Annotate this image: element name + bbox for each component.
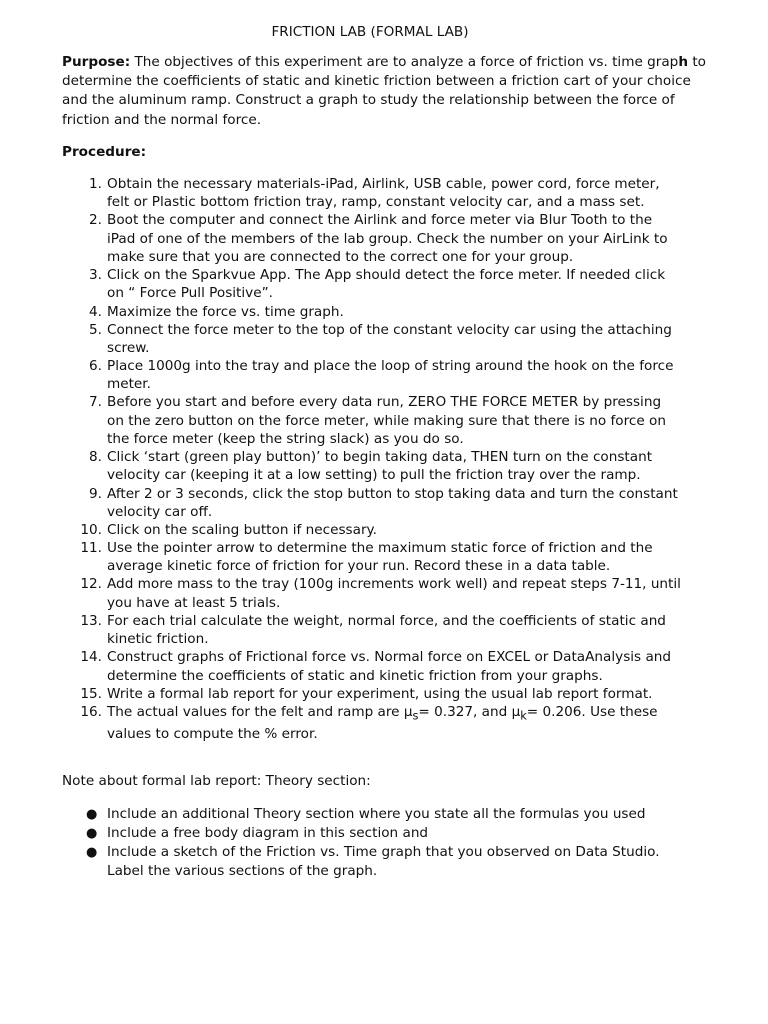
step-number: 13.	[80, 612, 102, 629]
procedure-step	[0, 485, 682, 522]
step-number: 4.	[89, 303, 102, 320]
step-text: Before you start and before every data run, ZERO THE FORCE METER by pressing on the zero button on the force meter, while making sure that there is no force on the force meter (keep the string slack) as you do so.	[107, 394, 666, 448]
step-text: Click ‘start (green play button)’ to begin taking data, THEN turn on the constant velocity car (keeping it at a low setting) to pull the friction tray over the ramp.	[107, 449, 653, 484]
step-text: Obtain the necessary materials-iPad, Airlink, USB cable, power cord, force meter, felt or Plastic bottom friction tray, ramp, constant velocity car, and a mass set.	[107, 176, 660, 211]
step-text: Use the pointer arrow to determine the maximum static force of friction and the average kinetic force of friction for your run. Record these in a data table.	[107, 540, 653, 575]
note-item	[0, 805, 682, 824]
step-text: Click on the scaling button if necessary.	[107, 521, 377, 538]
step-number: 3.	[89, 267, 102, 284]
step-text: Write a formal lab report for your experiment, using the usual lab report format.	[107, 685, 653, 702]
step-number: 16.	[80, 703, 102, 720]
note-heading: Note about formal lab report: Theory section:	[62, 773, 371, 789]
procedure-step	[0, 393, 682, 448]
procedure-step	[0, 521, 682, 539]
procedure-step	[0, 266, 682, 303]
procedure-step	[0, 303, 682, 321]
procedure-step	[0, 321, 682, 358]
step-text: Add more mass to the tray (100g increments work well) and repeat steps 7-11, until you have at least 5 trials.	[107, 576, 681, 611]
mu-k-subscript: k	[520, 708, 527, 723]
bullet-icon: ●	[86, 807, 98, 822]
step-number: 14.	[80, 649, 102, 666]
procedure-step	[0, 448, 682, 485]
step-text: For each trial calculate the weight, normal force, and the coefficients of static and kinetic friction.	[107, 612, 666, 648]
bullet-icon: ●	[86, 845, 98, 860]
step-number: 1.	[89, 176, 102, 192]
step-text: Maximize the force vs. time graph.	[107, 303, 344, 320]
procedure-step	[0, 539, 682, 576]
procedure-step	[0, 357, 682, 394]
mu-s-subscript: s	[412, 708, 419, 723]
step-number: 15.	[80, 685, 102, 702]
note-item	[0, 843, 682, 881]
procedure-list	[0, 175, 768, 743]
notes-list	[0, 805, 768, 881]
step-number: 11.	[80, 540, 102, 557]
note-text: Include a sketch of the Friction vs. Time graph that you observed on Data Studio. Label the various sections of the graph.	[107, 844, 660, 879]
step-number: 7.	[89, 394, 102, 411]
purpose-text-a: The objectives of this experiment are to analyze a force of friction vs. time grap	[130, 54, 679, 70]
procedure-step	[0, 703, 682, 743]
step-number: 6.	[89, 358, 102, 375]
procedure-step	[0, 211, 682, 266]
step-number: 2.	[89, 212, 102, 229]
note-text: Include a free body diagram in this section and	[107, 825, 429, 841]
step-text-c: = 0.206. Use these values to compute the % error.	[107, 703, 658, 742]
bullet-icon: ●	[86, 826, 98, 841]
purpose-label: Purpose:	[62, 54, 131, 70]
step-text: Place 1000g into the tray and place the loop of string around the hook on the force meter.	[107, 358, 674, 393]
step-text: After 2 or 3 seconds, click the stop button to stop taking data and turn the constant velocity car off.	[107, 485, 678, 520]
note-item	[0, 824, 682, 843]
step-text: Connect the force meter to the top of the constant velocity car using the attaching screw.	[107, 321, 672, 356]
procedure-step	[0, 685, 682, 703]
step-number: 8.	[89, 449, 102, 466]
step-text: Boot the computer and connect the Airlink and force meter via Blur Tooth to the iPad of one of the members of the lab group. Check the number on your AirLink to make sure that you are connected to the correct one for your group.	[107, 212, 668, 265]
step-number: 12.	[80, 576, 102, 593]
procedure-step	[0, 648, 682, 685]
step-text-b: = 0.327, and μ	[418, 703, 521, 720]
purpose-paragraph	[62, 53, 712, 130]
procedure-heading: Procedure:	[62, 144, 147, 160]
step-text: Construct graphs of Frictional force vs. Normal force on EXCEL or DataAnalysis and determine the coefficients of static and kinetic friction from your graphs.	[107, 649, 672, 684]
purpose-text-b: to determine the coefficients of static and kinetic friction between a friction cart of your choice and the aluminum ramp. Construct a graph to study the relationship between the force of friction and the normal force.	[62, 54, 706, 128]
procedure-step	[0, 612, 682, 649]
document-title: FRICTION LAB (FORMAL LAB)	[271, 24, 469, 40]
step-text-a: The actual values for the felt and ramp are μ	[107, 703, 413, 720]
step-number: 10.	[80, 521, 102, 538]
procedure-step	[0, 175, 682, 212]
step-text: Click on the Sparkvue App. The App should detect the force meter. If needed click on “ Force Pull Positive”.	[107, 267, 666, 302]
procedure-step	[0, 575, 682, 612]
note-text: Include an additional Theory section where you state all the formulas you used	[107, 806, 646, 822]
step-number: 9.	[89, 485, 102, 502]
step-number: 5.	[89, 321, 102, 338]
purpose-text-bold-h: h	[678, 54, 688, 70]
